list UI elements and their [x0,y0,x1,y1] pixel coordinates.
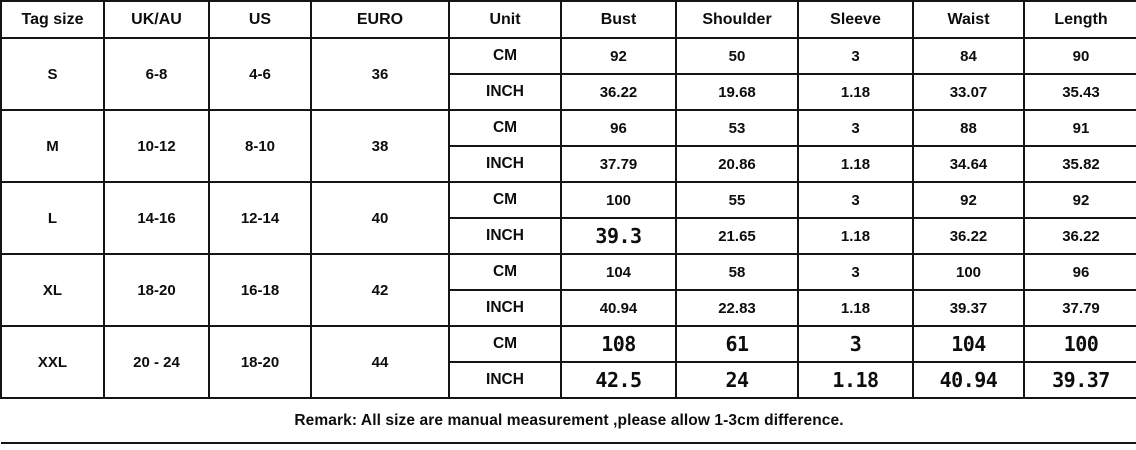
unit-label-inch: INCH [449,362,561,398]
measurement-xxl-cm-1: 61 [676,326,798,362]
size-tag: L [1,182,104,254]
measurement-m-inch-4: 35.82 [1024,146,1136,182]
unit-label-inch: INCH [449,290,561,326]
measurement-xxl-cm-4: 100 [1024,326,1136,362]
measurement-m-inch-1: 20.86 [676,146,798,182]
measurement-l-inch-4: 36.22 [1024,218,1136,254]
measurement-l-cm-0: 100 [561,182,676,218]
measurement-xxl-cm-3: 104 [913,326,1024,362]
measurement-xl-cm-3: 100 [913,254,1024,290]
header-shoulder: Shoulder [676,1,798,38]
size-us: 16-18 [209,254,311,326]
measurement-xxl-inch-4: 39.37 [1024,362,1136,398]
measurement-s-cm-3: 84 [913,38,1024,74]
measurement-s-cm-0: 92 [561,38,676,74]
measurement-xl-cm-4: 96 [1024,254,1136,290]
measurement-xl-inch-4: 37.79 [1024,290,1136,326]
measurement-m-cm-0: 96 [561,110,676,146]
size-us: 18-20 [209,326,311,398]
unit-label-cm: CM [449,326,561,362]
measurement-s-inch-4: 35.43 [1024,74,1136,110]
size-us: 12-14 [209,182,311,254]
header-length: Length [1024,1,1136,38]
measurement-xl-cm-0: 104 [561,254,676,290]
size-euro: 42 [311,254,449,326]
measurement-xxl-inch-3: 40.94 [913,362,1024,398]
remark-row [1,398,1136,443]
measurement-m-cm-4: 91 [1024,110,1136,146]
measurement-l-cm-4: 92 [1024,182,1136,218]
measurement-xl-cm-2: 3 [798,254,913,290]
measurement-xl-inch-2: 1.18 [798,290,913,326]
measurement-xxl-inch-2: 1.18 [798,362,913,398]
size-euro: 44 [311,326,449,398]
header-row [1,1,1136,38]
measurement-m-inch-0: 37.79 [561,146,676,182]
size-euro: 40 [311,182,449,254]
header-unit: Unit [449,1,561,38]
unit-label-inch: INCH [449,74,561,110]
unit-label-cm: CM [449,110,561,146]
measurement-l-inch-0: 39.3 [561,218,676,254]
measurement-s-inch-3: 33.07 [913,74,1024,110]
measurement-xxl-inch-1: 24 [676,362,798,398]
unit-label-inch: INCH [449,218,561,254]
size-us: 8-10 [209,110,311,182]
size-euro: 38 [311,110,449,182]
size-row-l-cm [1,182,1136,218]
measurement-xl-inch-1: 22.83 [676,290,798,326]
header-bust: Bust [561,1,676,38]
measurement-m-cm-3: 88 [913,110,1024,146]
size-tag: XXL [1,326,104,398]
size-tag: XL [1,254,104,326]
header-tag-size: Tag size [1,1,104,38]
measurement-m-cm-2: 3 [798,110,913,146]
header-waist: Waist [913,1,1024,38]
measurement-m-inch-2: 1.18 [798,146,913,182]
remark-text: Remark: All size are manual measurement ,please allow 1-3cm difference. [1,398,1136,443]
measurement-xxl-cm-0: 108 [561,326,676,362]
measurement-s-cm-4: 90 [1024,38,1136,74]
size-row-s-cm [1,38,1136,74]
measurement-xxl-inch-0: 42.5 [561,362,676,398]
measurement-xl-inch-3: 39.37 [913,290,1024,326]
size-uk-au: 6-8 [104,38,209,110]
size-tag: M [1,110,104,182]
header-us: US [209,1,311,38]
unit-label-cm: CM [449,182,561,218]
header-uk-au: UK/AU [104,1,209,38]
size-row-xl-cm [1,254,1136,290]
unit-label-cm: CM [449,254,561,290]
measurement-l-cm-1: 55 [676,182,798,218]
measurement-l-inch-2: 1.18 [798,218,913,254]
size-uk-au: 20 - 24 [104,326,209,398]
size-uk-au: 14-16 [104,182,209,254]
measurement-l-inch-3: 36.22 [913,218,1024,254]
size-us: 4-6 [209,38,311,110]
measurement-m-cm-1: 53 [676,110,798,146]
measurement-s-inch-2: 1.18 [798,74,913,110]
measurement-xl-inch-0: 40.94 [561,290,676,326]
size-uk-au: 10-12 [104,110,209,182]
measurement-m-inch-3: 34.64 [913,146,1024,182]
measurement-s-cm-1: 50 [676,38,798,74]
measurement-s-inch-0: 36.22 [561,74,676,110]
size-tag: S [1,38,104,110]
measurement-l-cm-2: 3 [798,182,913,218]
unit-label-cm: CM [449,38,561,74]
header-euro: EURO [311,1,449,38]
size-row-xxl-cm [1,326,1136,362]
size-row-m-cm [1,110,1136,146]
measurement-s-inch-1: 19.68 [676,74,798,110]
measurement-l-inch-1: 21.65 [676,218,798,254]
measurement-xl-cm-1: 58 [676,254,798,290]
measurement-s-cm-2: 3 [798,38,913,74]
header-sleeve: Sleeve [798,1,913,38]
size-euro: 36 [311,38,449,110]
unit-label-inch: INCH [449,146,561,182]
size-uk-au: 18-20 [104,254,209,326]
measurement-l-cm-3: 92 [913,182,1024,218]
measurement-xxl-cm-2: 3 [798,326,913,362]
